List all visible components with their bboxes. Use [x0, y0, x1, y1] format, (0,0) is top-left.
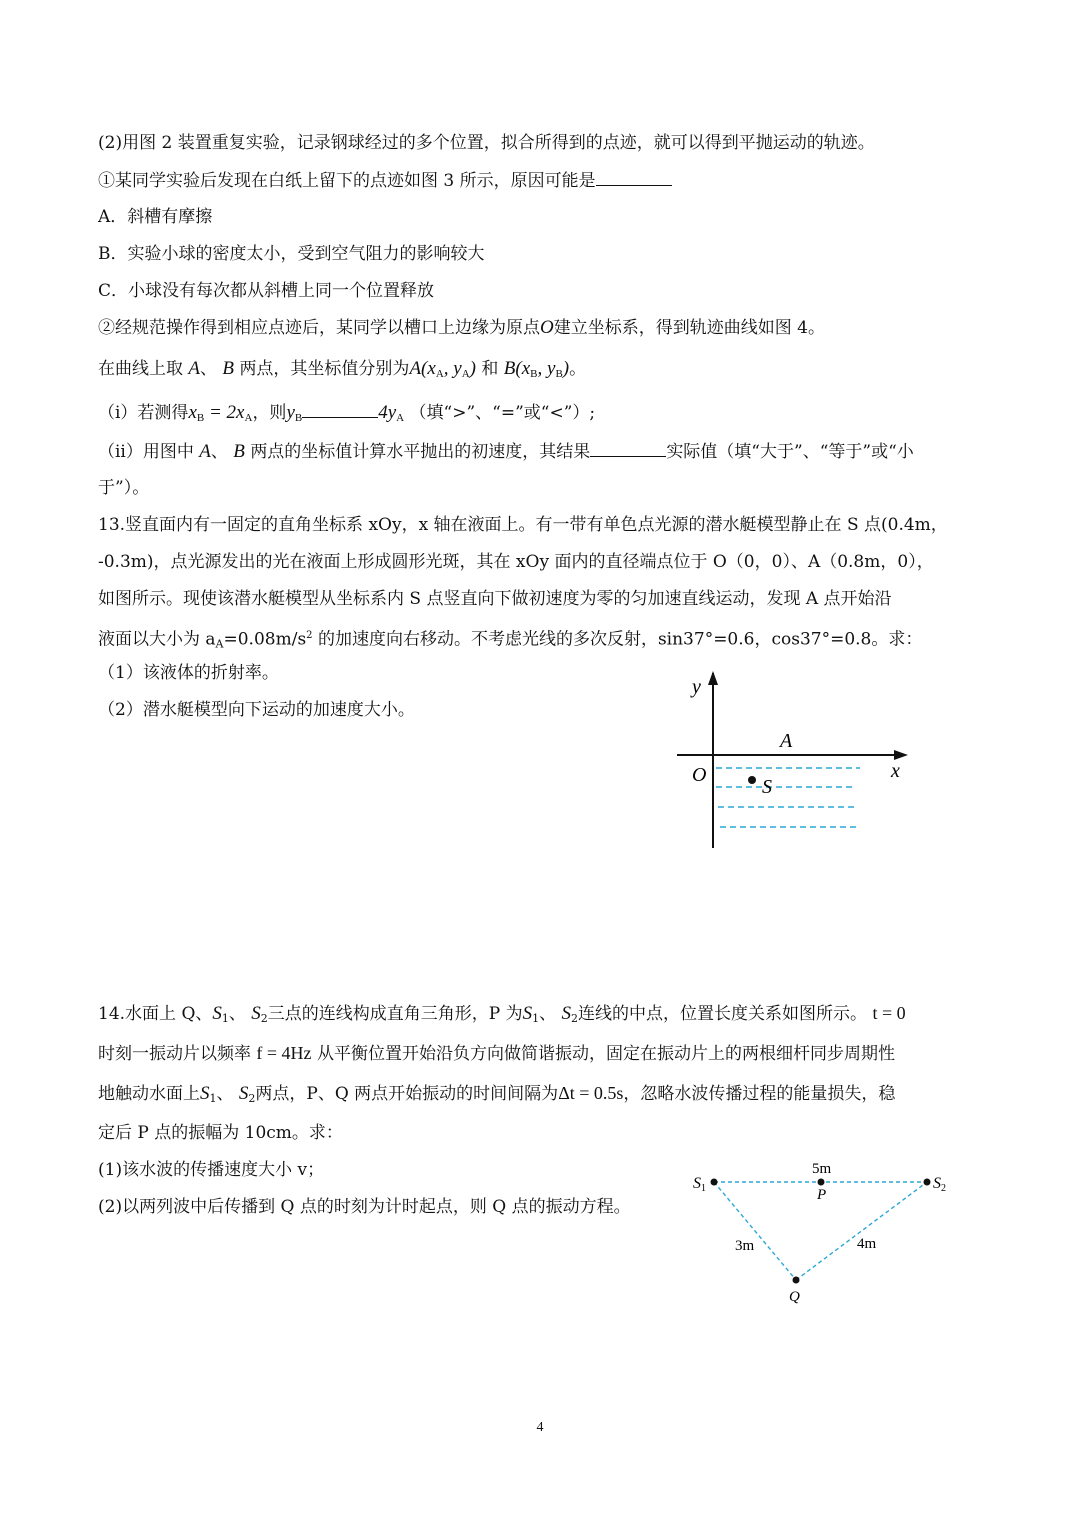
point-s2 — [924, 1179, 931, 1186]
q13-line4: 液面以大小为 $a_A=0.08m/s^2$ 的加速度向右移动。不考虑光线的多次反射，sin37°=0.6，cos37°=0.8。求： — [98, 629, 923, 651]
q13-part1: （1）该液体的折射率。 — [98, 663, 279, 683]
answer-blank[interactable] — [590, 440, 666, 457]
text: 、 — [210, 442, 228, 462]
q12-sub2 — [98, 317, 825, 339]
answer-blank[interactable] — [596, 169, 672, 186]
s1-label: S1 — [693, 1175, 706, 1194]
text: 两点的坐标值计算水平抛出的初速度，其结果 — [250, 442, 591, 462]
q13-line2: -0.3m)，点光源发出的光在液面上形成圆形光斑，其在 xOy 面内的直径端点位于 O（0，0）、A（0.8m，0）， — [98, 552, 934, 572]
text: （ii）用图中 — [98, 442, 194, 462]
x-label: x — [891, 760, 900, 782]
math-B: B — [233, 441, 245, 462]
point-a-label: A — [780, 730, 793, 752]
text: 在曲线上取 — [98, 359, 183, 379]
q12-sub1 — [98, 169, 672, 192]
distance-s1-q: 3m — [735, 1238, 755, 1254]
text: 实际值（填“大于”、“等于”或“小 — [666, 442, 914, 462]
q-label: Q — [789, 1289, 800, 1305]
text: 、 — [200, 359, 218, 379]
point-s — [748, 776, 756, 784]
q12-intro: (2)用图 2 装置重复实验，记录钢球经过的多个位置，拟合所得到的点迹，就可以得到平抛运动的轨迹。 — [98, 133, 875, 153]
answer-blank[interactable] — [302, 401, 378, 418]
q14-line2: 时刻一振动片以频率 f = 4Hz 从平衡位置开始沿负方向做简谐振动，固定在振动片上的两根细杆同步周期性 — [98, 1043, 895, 1064]
q12-sub1-text: ①某同学实验后发现在白纸上留下的点迹如图 3 所示，原因可能是 — [98, 171, 596, 191]
q12-points-line — [98, 358, 586, 385]
q14-line4: 定后 P 点的振幅为 10cm。求： — [98, 1123, 343, 1143]
text: ，则 — [252, 403, 287, 423]
q13-part2: （2）潜水艇模型向下运动的加速度大小。 — [98, 700, 415, 720]
text: 。 — [569, 359, 587, 379]
math-4ya: $4y_A$ — [378, 402, 405, 424]
q14-line1: 14.水面上 Q、$S_1$、 $S_2$三点的连线构成直角三角形，P 为$S_1$、 $S_2$连线的中点，位置长度关系如图所示。 t = 0 — [98, 1003, 906, 1025]
point-s1 — [711, 1179, 718, 1186]
q13-line3: 如图所示。现使该潜水艇模型从坐标系内 S 点竖直向下做初速度为零的匀加速直线运动，发现 A 点开始沿 — [98, 589, 892, 609]
text: 建立坐标系，得到轨迹曲线如图 4。 — [553, 318, 825, 338]
option-a: A．斜槽有摩擦 — [98, 207, 213, 227]
distance-s1-s2: 5m — [812, 1161, 832, 1177]
q14-triangle-figure — [685, 1155, 965, 1310]
math-B: B — [222, 358, 235, 379]
option-b: B．实验小球的密度太小，受到空气阻力的影响较大 — [98, 244, 485, 264]
q13-coordinate-figure — [670, 665, 920, 855]
page-number: 4 — [536, 1420, 544, 1435]
text: 两点，其坐标值分别为 — [239, 359, 410, 379]
s2-label: S2 — [933, 1175, 946, 1194]
coord-a: $A(x_A$, $y_A$) — [409, 358, 476, 380]
point-s-label: S — [762, 776, 772, 798]
q14-part2: (2)以两列波中后传播到 Q 点的时刻为计时起点，则 Q 点的振动方程。 — [98, 1197, 631, 1217]
math-A: A — [188, 358, 201, 379]
q12-part-ii — [98, 440, 914, 463]
math-yb: $y_B$ — [286, 402, 303, 424]
math-xb-eq: $x_B = 2x_A$ — [188, 402, 253, 424]
text: （填“>”、“=”或“<”）; — [409, 403, 596, 423]
point-p — [818, 1179, 825, 1186]
q12-part-i — [98, 401, 595, 429]
y-axis-arrow-icon — [708, 671, 718, 685]
point-q — [793, 1277, 800, 1284]
q12-part-ii-cont: 于”）。 — [98, 478, 150, 498]
text: 和 — [481, 359, 499, 379]
math-A: A — [199, 441, 211, 462]
q14-line3: 地触动水面上$S_1$、 $S_2$两点，P、Q 两点开始振动的时间间隔为Δt = 0.5s，忽略水波传播过程的能量损失，稳 — [98, 1083, 896, 1105]
distance-s2-q: 4m — [857, 1236, 877, 1252]
option-c: C．小球没有每次都从斜槽上同一个位置释放 — [98, 281, 435, 301]
x-axis-arrow-icon — [894, 750, 908, 760]
origin-label: O — [692, 764, 707, 786]
math-O: O — [540, 317, 554, 338]
coord-b: $B(x_B$, $y_B$) — [503, 358, 570, 380]
text: （i）若测得 — [98, 403, 189, 423]
q14-part1: (1)该水波的传播速度大小 v； — [98, 1160, 325, 1180]
p-label: P — [817, 1187, 827, 1203]
y-label: y — [692, 676, 701, 698]
text: ②经规范操作得到相应点迹后，某同学以槽口上边缘为原点 — [98, 318, 540, 338]
liquid-dashed-lines — [716, 768, 860, 827]
q13-line1: 13.竖直面内有一固定的直角坐标系 xOy，x 轴在液面上。有一带有单色点光源的潜水艇模型静止在 S 点(0.4m， — [98, 515, 948, 535]
